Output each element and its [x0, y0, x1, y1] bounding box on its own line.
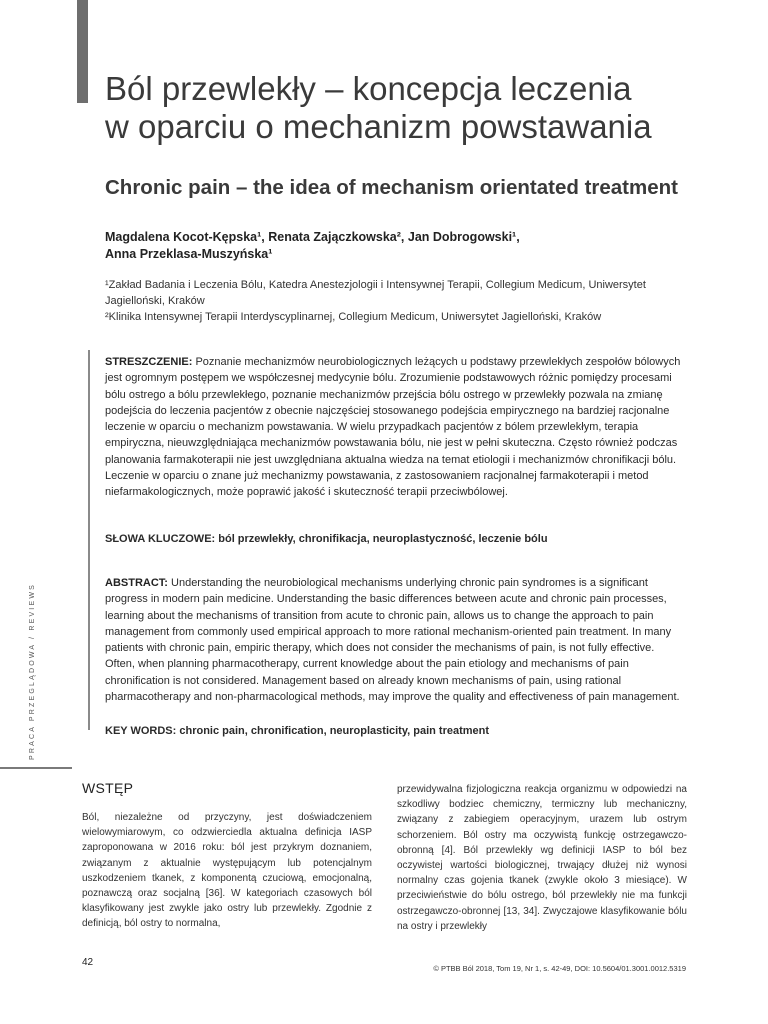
side-rule — [0, 767, 72, 769]
author-list — [105, 229, 665, 263]
section-side-label: PRACA PRZEGLĄDOWA / REVIEWS — [29, 583, 36, 760]
page-number: 42 — [82, 957, 94, 968]
body-column-right: przewidywalna fizjologiczna reakcja organizmu w odpowiedzi na szkodliwy bodziec chemiczny, termiczny lub mechaniczny, związany z zabiegiem operacyjnym, urazem lub ostrym schorzeniem. Ból ostry ma oczywistą funkcję ostrzegawczo-obronną [4]. Ból przewlekły wg definicji IASP to ból bez oczywistej wartości biologicznej, trwający dłużej niż wynosi normalny czas gojenia tkanek (zwykle około 3 miesiące). W przeciwieństwie do bólu ostrego, ból przewlekły nie ma funkcji ostrzegawczo-obronnej [13, 34]. Zwyczajowe klasyfikowanie bólu na ostry i przewlekły — [397, 784, 687, 932]
affiliation-2: ²Klinika Intensywnej Terapii Interdyscyplinarnej, Collegium Medicum, Uniwersytet Jagielloński, Kraków — [105, 311, 602, 323]
abstract-pl-label: STRESZCZENIE: — [105, 356, 193, 368]
affiliations — [105, 277, 695, 325]
keywords-en-text: chronic pain, chronification, neuroplasticity, pain treatment — [176, 725, 490, 737]
abstract-en-label: ABSTRACT: — [105, 577, 168, 589]
article-title-pl — [105, 70, 725, 146]
authors-line-1: Magdalena Kocot-Kępska¹, Renata Zajączkowska², Jan Dobrogowski¹, — [105, 230, 520, 244]
keywords-pl-label: SŁOWA KLUCZOWE: — [105, 533, 216, 545]
affiliation-1-line-2: Jagielloński, Kraków — [105, 295, 205, 307]
affiliation-1-line-1: ¹Zakład Badania i Leczenia Bólu, Katedra Anestezjologii i Intensywnej Terapii, Collegium Medicum, Uniwersytet — [105, 279, 646, 291]
abstract-block — [88, 350, 688, 737]
keywords-pl — [105, 531, 685, 547]
body-column-left: Ból, niezależne od przyczyny, jest doświadczeniem wielowymiarowym, co odzwierciedla aktualna definicja IASP zaproponowana w 2016 roku: ból jest przykrym doznaniem, związanym z aktualnie występującym lub potencjalnym uszkodzeniem tkanek, z komponentą czuciową, emocjonalną, poznawczą oraz socjalną [36]. W kategoriach czasowych ból klasyfikowany jest zwykle jako ostry lub przewlekły. Zgodnie z definicją, ból ostry to normalna, — [82, 812, 372, 930]
citation-footer: © PTBB Ból 2018, Tom 19, Nr 1, s. 42-49, DOI: 10.5604/01.3001.0012.5319 — [433, 964, 686, 973]
abstract-pl-text: Poznanie mechanizmów neurobiologicznych leżących u podstawy przewlekłych zespołów bólowych jest ogromnym postępem we współczesnej medycynie bólu. Zrozumienie podstawowych różnic pomiędzy procesami bólu ostrego a bólu przewlekłego, poznanie mechanizmów przejścia bólu ostrego w przewlekły pozwala na zmianę podejścia do leczenia pacjentów z obecnie najczęściej stosowanego podejścia empirycznego na bardziej racjonalne leczenie w oparciu o mechanizm powstawania. W wielu przypadkach pacjentów z bólem przewlekłym, terapia empiryczna, nieuwzględniająca mechanizmów powstawania bólu, nie jest w pełni skuteczna. Często również podczas planowania farmakoterapii nie jest uwzględniana aktualna wiedza na temat etiologii i mechanizmów chronifikacji bólu. Leczenie w oparciu o znane już mechanizmy powstawania, z zastosowaniem racjonalnej farmakoterapii i metod niefarmakologicznych, może poprawić jakość i skuteczność terapii przeciwbólowej. — [105, 356, 681, 499]
keywords-en-label: KEY WORDS: — [105, 725, 177, 737]
abstract-en-text: Understanding the neurobiological mechanisms underlying chronic pain syndromes is a significant progress in modern pain medicine. Understanding the basic differences between acute and chronic pain processes, learning about the mechanisms of transition from acute to chronic pain, allows us to change the approach to pain management from commonly used empirical approach to more rational mechanism-oriented pain treatment. In many patients with chronic pain, empiric therapy, which does not consider the mechanisms of pain, is not fully effective. Often, when planning pharmacotherapy, current knowledge about the pain etiology and mechanisms of pain chronification is not considered. Management based on already known mechanisms of pain, using rational pharmacotherapy and non-pharmacological methods, may improve the quality and effectiveness of pain management. — [105, 577, 680, 704]
title-line-2: w oparciu o mechanizm powstawania — [105, 108, 652, 145]
header-accent-bar — [77, 0, 88, 103]
keywords-pl-text: ból przewlekły, chronifikacja, neuroplastyczność, leczenie bólu — [215, 533, 548, 545]
title-line-1: Ból przewlekły – koncepcja leczenia — [105, 70, 632, 107]
section-heading-intro: WSTĘP — [82, 780, 134, 796]
article-title-en: Chronic pain – the idea of mechanism orientated treatment — [105, 176, 678, 199]
abstract-en — [105, 575, 685, 705]
abstract-pl — [105, 354, 685, 501]
authors-line-2: Anna Przeklasa-Muszyńska¹ — [105, 247, 273, 261]
keywords-en — [105, 723, 685, 739]
